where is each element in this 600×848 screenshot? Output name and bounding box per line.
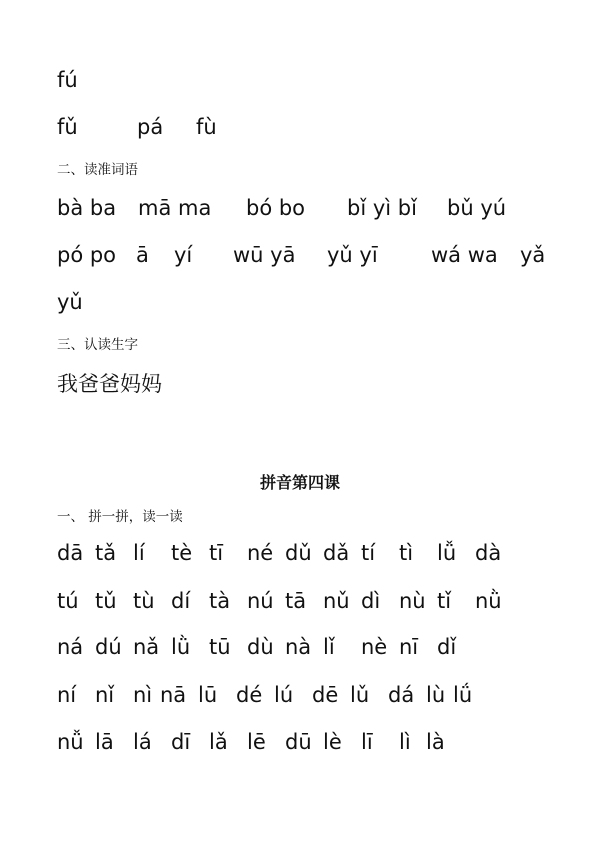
pinyin-syllable: tǐ [437, 589, 452, 613]
pinyin-syllable: lī [361, 730, 373, 754]
pinyin-syllable: lǘ [453, 683, 473, 707]
pinyin-syllable: lǐ [323, 635, 335, 659]
pinyin-syllable: tā [285, 589, 307, 613]
syllable-row [57, 635, 475, 659]
pinyin-syllable: tǎ [95, 541, 117, 565]
pinyin-word: yǎ [520, 243, 546, 267]
pinyin-syllable: lè [323, 730, 342, 754]
syllable-row [57, 683, 491, 707]
pinyin-word: bó bo [246, 196, 306, 220]
pinyin-syllable: lá [133, 730, 152, 754]
pinyin-syllable: fú [57, 68, 78, 92]
pinyin-syllable: tū [209, 635, 231, 659]
pinyin-syllable: tà [209, 589, 231, 613]
pinyin-syllable: nǎ [133, 635, 160, 659]
pinyin-syllable: tí [361, 541, 376, 565]
pinyin-syllable: dī [171, 730, 191, 754]
pinyin-syllable: dǔ [285, 541, 312, 565]
chinese-character: 妈妈 [120, 372, 162, 396]
pinyin-syllable: dǐ [437, 635, 457, 659]
pinyin-syllable: lā [95, 730, 114, 754]
pinyin-syllable: lǔ [350, 683, 370, 707]
chinese-character: 我 [57, 372, 78, 396]
pinyin-word: yǔ [57, 290, 83, 314]
pinyin-syllable: nè [361, 635, 388, 659]
chinese-character: 爸爸 [78, 372, 120, 396]
pinyin-syllable: nī [399, 635, 419, 659]
pinyin-syllable: nà [285, 635, 312, 659]
section-heading-characters: 三、认读生字 [57, 337, 138, 353]
pinyin-syllable: nù [399, 589, 426, 613]
pinyin-syllable: lì [399, 730, 411, 754]
section-heading-practice: 一、 拼一拼，读一读 [57, 509, 183, 525]
word-row-3 [57, 290, 83, 314]
pinyin-syllable: tù [133, 589, 155, 613]
pinyin-syllable: nú [247, 589, 274, 613]
pinyin-syllable: lǜ [171, 635, 191, 659]
pinyin-syllable: nǚ [57, 730, 84, 754]
pinyin-syllable: là [426, 730, 445, 754]
pinyin-syllable: dǎ [323, 541, 350, 565]
pinyin-syllable: ní [57, 683, 77, 707]
pinyin-syllable: dà [475, 541, 502, 565]
syllable-row [57, 541, 513, 565]
pinyin-word: yí [174, 243, 193, 267]
pinyin-word: mā ma [138, 196, 212, 220]
pinyin-syllable: né [247, 541, 274, 565]
pinyin-syllable: lí [133, 541, 145, 565]
pinyin-syllable: lù [426, 683, 446, 707]
pinyin-syllable: fǔ [57, 115, 78, 139]
pinyin-syllable: lú [274, 683, 294, 707]
pinyin-word: wá wa [431, 243, 498, 267]
pinyin-syllable: dí [171, 589, 191, 613]
pinyin-word: wū yā [233, 243, 296, 267]
pinyin-syllable: dē [312, 683, 339, 707]
pinyin-syllable: lū [198, 683, 218, 707]
pinyin-line-1 [57, 68, 78, 92]
pinyin-syllable: fù [196, 115, 217, 139]
pinyin-word: pó po [57, 243, 117, 267]
character-row [57, 368, 162, 398]
pinyin-syllable: tī [209, 541, 224, 565]
pinyin-syllable: tè [171, 541, 193, 565]
pinyin-word: bǔ yú [447, 196, 507, 220]
section-heading-words: 二、读准词语 [57, 162, 138, 178]
pinyin-syllable: nā [160, 683, 187, 707]
pinyin-syllable: tì [399, 541, 414, 565]
pinyin-syllable: lē [247, 730, 266, 754]
pinyin-syllable: dé [236, 683, 263, 707]
word-row-2 [57, 243, 545, 267]
pinyin-syllable: pá [137, 115, 164, 139]
word-row-1 [57, 196, 506, 220]
pinyin-syllable: dì [361, 589, 381, 613]
pinyin-syllable: dú [95, 635, 122, 659]
syllable-row [57, 730, 464, 754]
pinyin-syllable: tǔ [95, 589, 117, 613]
lesson-title: 拼音第四课 [259, 473, 340, 492]
pinyin-word: ā [136, 243, 149, 267]
pinyin-syllable: nǜ [475, 589, 502, 613]
pinyin-syllable: nǐ [95, 683, 115, 707]
pinyin-word: bà ba [57, 196, 117, 220]
pinyin-syllable: dā [57, 541, 84, 565]
pinyin-syllable: dū [285, 730, 312, 754]
syllable-row [57, 589, 513, 613]
pinyin-syllable: lǚ [437, 541, 457, 565]
pinyin-syllable: tú [57, 589, 79, 613]
pinyin-syllable: nǔ [323, 589, 350, 613]
pinyin-word: bǐ yì bǐ [347, 196, 417, 220]
pinyin-word: yǔ yī [327, 243, 378, 267]
pinyin-line-2 [57, 115, 217, 139]
pinyin-syllable: dá [388, 683, 415, 707]
pinyin-syllable: ná [57, 635, 84, 659]
pinyin-syllable: nì [133, 683, 153, 707]
pinyin-syllable: dù [247, 635, 274, 659]
pinyin-syllable: lǎ [209, 730, 228, 754]
